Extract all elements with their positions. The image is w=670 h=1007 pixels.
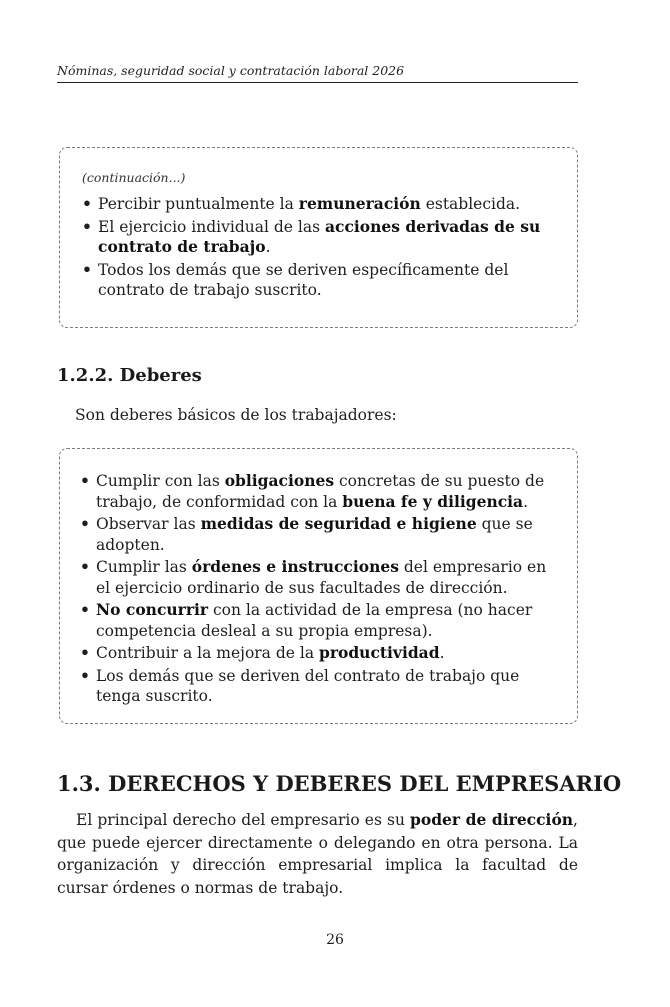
rights-list bbox=[82, 194, 557, 301]
section-heading-deberes: 1.2.2. Deberes bbox=[57, 365, 202, 386]
list-item: • Todos los demás que se deriven específicamente del contrato de trabajo suscrito. bbox=[82, 259, 509, 299]
duties-box bbox=[59, 448, 578, 724]
bullet-icon: • bbox=[80, 557, 90, 576]
bullet-icon: • bbox=[82, 216, 92, 236]
bullet-icon: • bbox=[80, 471, 90, 490]
bullet-icon: • bbox=[80, 665, 90, 685]
bullet-icon: • bbox=[82, 259, 92, 279]
list-item: • Contribuir a la mejora de la productividad. bbox=[80, 643, 445, 662]
page-number: 26 bbox=[326, 932, 344, 948]
header-rule bbox=[57, 82, 578, 83]
duties-list bbox=[80, 471, 557, 707]
section-heading-empresario: 1.3. DERECHOS Y DEBERES DEL EMPRESARIO bbox=[57, 771, 622, 796]
continuation-label: (continuación...) bbox=[82, 170, 186, 185]
list-item: • Los demás que se deriven del contrato de trabajo que tenga suscrito. bbox=[80, 665, 520, 705]
bullet-icon: • bbox=[82, 194, 92, 213]
list-item: • No concurrir con la actividad de la empresa (no hacer competencia desleal a su propia empresa). bbox=[80, 600, 533, 640]
list-item: • Observar las medidas de seguridad e higiene que se adopten. bbox=[80, 514, 533, 554]
bullet-icon: • bbox=[80, 643, 90, 662]
list-item: • Cumplir las órdenes e instrucciones del empresario en el ejercicio ordinario de sus facultades de dirección. bbox=[80, 557, 547, 597]
list-item: • El ejercicio individual de las acciones derivadas de su contrato de trabajo. bbox=[82, 216, 541, 256]
body-paragraph: El principal derecho del empresario es su poder de dirección, que puede ejercer directamente o delegando en otra persona. La organización y dirección empresarial implica la facultad de cursar órdenes o normas de trabajo. bbox=[57, 810, 578, 897]
bullet-icon: • bbox=[80, 514, 90, 533]
bullet-icon: • bbox=[80, 600, 90, 619]
rights-continuation-box bbox=[59, 147, 578, 328]
running-header: Nóminas, seguridad social y contratación laboral 2026 bbox=[57, 63, 405, 78]
list-item: • Percibir puntualmente la remuneración establecida. bbox=[82, 194, 521, 213]
section-intro: Son deberes básicos de los trabajadores: bbox=[75, 406, 397, 424]
list-item: • Cumplir con las obligaciones concretas de su puesto de trabajo, de conformidad con la buena fe y diligencia. bbox=[80, 471, 545, 511]
